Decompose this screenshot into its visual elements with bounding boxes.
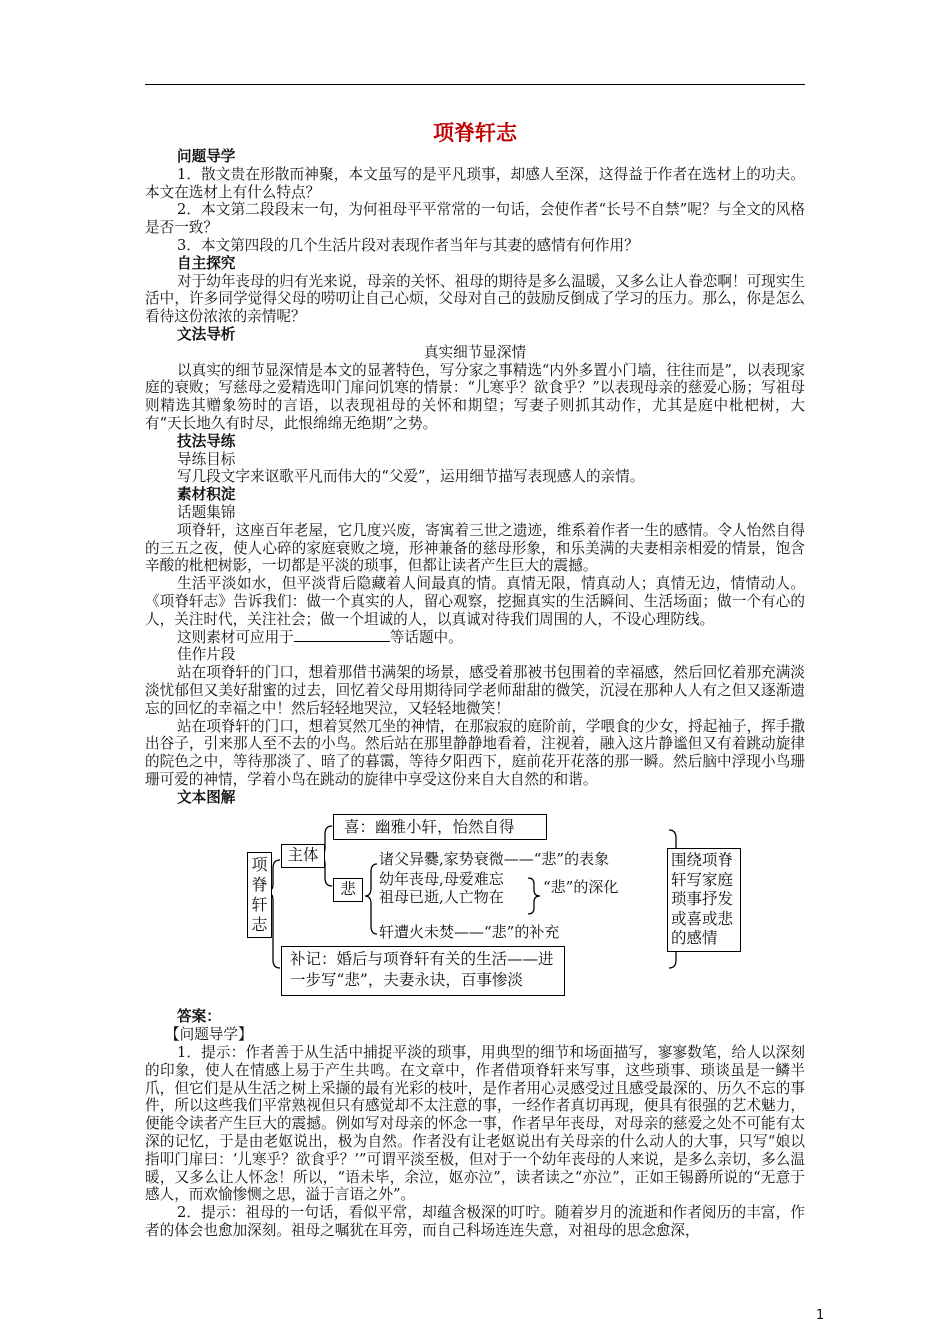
- answer-1: 1．提示：作者善于从生活中捕捉平淡的琐事，用典型的细节和场面描写，寥寥数笔，给人以深刻的印象，使人在情感上易于产生共鸣。在文章中，作者借项脊轩来写事，这些琐事、琐谈虽是一鳞半爪，但它们是从生活之树上采撷的最有光彩的枝叶，是作者用心灵感受过且感受最深的、历久不忘的事件，所以这些我们平常熟视但只有感觉却不太注意的事，一经作者真切再现，便具有很强的艺术魅力，便能令读者产生巨大的震撼。例如写对母亲的怀念一事，作者早年丧母，对母亲的慈爱之处不可能有太深的记忆，于是由老妪说出，极为自然。作者没有让老妪说出有关母亲的什么动人的大事，只写“娘以指叩门扉曰：‘儿寒乎？欲食乎？’”可谓平淡至极，但对于一个幼年丧母的人来说，是多么亲切，多么温暖，又多么让人怀念！所以，“语未毕，余泣，妪亦泣”，读者读之“亦泣”，正如王锡爵所说的“无意于感人，而欢愉惨恻之思，溢于言语之外”。: [145, 1044, 805, 1204]
- sucai-p3b: 等话题中。: [389, 628, 463, 646]
- sucai-p4: 站在项脊轩的门口，想着那借书满架的场景，感受着那被书包围着的幸福感，然后回忆着那充满淡淡忧郁但又美好甜蜜的过去，回忆着父母用期待同学老师甜甜的微笑，沉浸在那种人人有之但又逐渐遗忘的回忆的幸福之中！然后轻轻地哭泣，又轻轻地微笑！: [145, 664, 805, 717]
- buji-box: [281, 946, 565, 996]
- sucai-p2: 生活平淡如水，但平淡背后隐藏着人间最真的情。真情无限，情真动人；真情无边，情情动人。《项脊轩志》告诉我们：做一个真实的人，留心观察，挖掘真实的生活瞬间、生活场面；做一个有心的人，关注时代，关注社会；做一个坦诚的人，以真诚对待我们周围的人，不设心理防线。: [145, 575, 805, 628]
- bei-item-3: 轩遭火未焚——“悲”的补充: [379, 923, 560, 942]
- buji-label: 补记：婚后与项脊轩有关的生活——进一步写“悲”，夫妻永诀，百事惨淡: [290, 950, 554, 990]
- question-2: 2．本文第二段段末一句，为何祖母平平常常的一句话，会使作者“长号不自禁”呢？与全文的风格是否一致？: [145, 201, 805, 237]
- sucai-sub1: 话题集锦: [177, 503, 236, 521]
- heading-wenti: 问题导学: [177, 148, 236, 165]
- page-number: 1: [816, 1308, 825, 1323]
- fill-blank: [294, 629, 390, 642]
- xi-label: 喜：幽雅小轩，怡然自得: [344, 818, 515, 837]
- sucai-sub2: 佳作片段: [177, 646, 236, 664]
- jifa-text: 写几段文字来讴歌平凡而伟大的“父爱”，运用细节描写表现感人的亲情。: [177, 468, 645, 486]
- wenfa-text: 以真实的细节显深情是本文的显著特色，写分家之事精选“内外多置小门墙，往往而是”，以表现家庭的衰败；写慈母之爱精选叩门扉问饥寒的情景：“儿寒乎？欲食乎？”以表现母亲的慈爱心肠；写祖母则精选其赠象笏时的言语，以表现祖母的关怀和期望；写妻子则抓其动作，尤其是庭中枇杷树，大有“天长地久有时尽，此恨绵绵无绝期”之势。: [145, 361, 805, 432]
- root-label: 项脊轩志: [251, 855, 268, 935]
- bei-item-1: 诸父异爨,家势衰微——“悲”的表象: [379, 850, 610, 869]
- heading-zizhu: 自主探究: [177, 254, 236, 272]
- header-rule: [145, 84, 805, 85]
- document-page: [145, 118, 805, 1240]
- structure-diagram: [145, 808, 805, 1008]
- wenfa-subtitle: 真实细节显深情: [423, 343, 527, 361]
- heading-wenfa: 文法导析: [177, 325, 236, 343]
- zhuti-box: [281, 844, 325, 868]
- answer-2: 2．提示：祖母的一句话，看似平常，却蕴含极深的叮咛。随着岁月的流逝和作者阅历的丰富，作者的体会也愈加深刻。祖母之嘱犹在耳旁，而自己科场连连失意，对祖母的思念愈深，: [145, 1204, 805, 1240]
- zhuti-label: 主体: [287, 846, 319, 865]
- sucai-p5: 站在项脊轩的门口，想着冥然兀坐的神情，在那寂寂的庭阶前，学喂食的少女，捋起袖子，挥手撒出谷子，引来那人至不去的小鸟。然后站在那里静静地看着，注视着，融入这片静谧但又有着跳动旋律的院色之中，等待那淡了、暗了的暮霭，等待夕阳西下，庭前花开花落的那一瞬。然后脑中浮现小鸟珊珊可爱的神情，学着小鸟在跳动的旋律中享受这份来自大自然的和谐。: [145, 717, 805, 788]
- heading-tujie: 文本图解: [177, 788, 236, 806]
- summary-box: [667, 848, 741, 952]
- bei-item-2a: 幼年丧母,母爱难忘: [379, 870, 504, 889]
- question-3: 3．本文第四段的几个生活片段对表现作者当年与其妻的感情有何作用？: [177, 236, 639, 254]
- bei-item-2b: 祖母已逝,人亡物在: [379, 888, 504, 907]
- xi-box: [333, 814, 547, 840]
- answers-sub: 【问题导学】: [165, 1026, 253, 1044]
- heading-sucai: 素材积淀: [177, 486, 236, 504]
- sucai-p1: 项脊轩，这座百年老屋，它几度兴废，寄寓着三世之遗迹，维系着作者一生的感情。令人怡然自得的三五之夜，使人心碎的家庭衰败之境，形神兼备的慈母形象，和乐美满的夫妻相亲相爱的情景，饱含辛酸的枇杷树影，一切都是平淡的琐事，但都让读者产生巨大的震撼。: [145, 521, 805, 575]
- heading-answers: 答案：: [177, 1008, 221, 1026]
- bei-box: [333, 878, 363, 902]
- sucai-p3a: 这则素材可应用于: [177, 628, 294, 646]
- jifa-sub: 导练目标: [177, 450, 236, 468]
- bei-item-2c: “悲”的深化: [543, 878, 619, 897]
- heading-jifa: 技法导练: [177, 432, 236, 450]
- bei-label: 悲: [340, 880, 356, 899]
- summary-label: 围绕项脊轩写家庭琐事抒发或喜或悲的感情: [671, 851, 734, 948]
- question-1: 1．散文贵在形散而神聚，本文虽写的是平凡琐事，却感人至深，这得益于作者在选材上的功夫。本文在选材上有什么特点？: [145, 165, 805, 201]
- page-title: 项脊轩志: [433, 121, 517, 145]
- root-box: [247, 852, 272, 938]
- sucai-p3: [145, 629, 805, 647]
- zizhu-text: 对于幼年丧母的归有光来说，母亲的关怀、祖母的期待是多么温暖，又多么让人眷恋啊！可现实生活中，许多同学觉得父母的唠叨让自己心烦，父母对自己的鼓励反倒成了学习的压力。那么，你是怎么看待这份浓浓的亲情呢？: [145, 272, 805, 326]
